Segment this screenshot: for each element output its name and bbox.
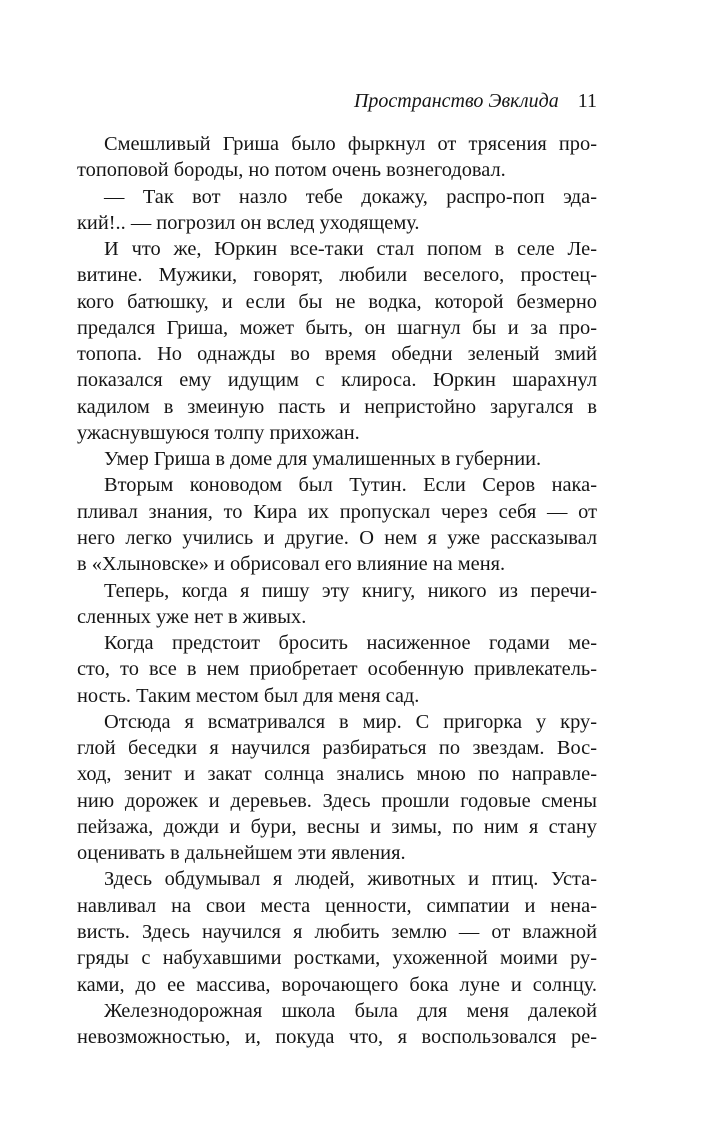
text-line: кий!.. — погрозил он вслед уходящему. [77, 211, 420, 234]
paragraph-first-line: И что же, Юркин все-таки стал попом в селе Ле- [104, 238, 597, 261]
text-line: нию дорожек и деревьев. Здесь прошли годовые смены [77, 789, 597, 812]
text-line: гряды с набухавшими ростками, ухоженной моими ру- [77, 947, 597, 970]
paragraph-first-line: Теперь, когда я пишу эту книгу, никого из перечи- [104, 579, 597, 602]
paragraph-first-line: Железнодорожная школа была для меня далекой [104, 999, 597, 1022]
text-line: ность. Таким местом был для меня сад. [77, 684, 420, 707]
text-line: ход, зенит и закат солнца знались мною по направле- [77, 763, 597, 786]
text-line: топоповой бороды, но потом очень вознегодовал. [77, 159, 506, 182]
text-line: предался Гриша, может быть, он шагнул бы и за про- [77, 316, 597, 339]
text-line: кадилом в змеиную пасть и непристойно заругался в [77, 395, 597, 418]
paragraph-first-line: Смешливый Гриша было фыркнул от трясения про- [104, 133, 597, 155]
paragraph-first-line: — Так вот назло тебе докажу, распро-поп эда- [104, 185, 597, 208]
text-line: кого батюшку, и если бы не водка, которой безмерно [77, 290, 597, 313]
running-title: Пространство Эвклида [353, 90, 559, 112]
paragraph-first-line: Здесь обдумывал я людей, животных и птиц. Уста- [104, 868, 597, 891]
text-line: показался ему идущим с клироса. Юркин шарахнул [77, 369, 597, 392]
text-line: глой беседки я научился разбираться по звездам. Вос- [77, 737, 597, 760]
running-head [354, 90, 597, 113]
paragraph-first-line: Отсюда я всматривался в мир. С пригорка у кру- [104, 710, 597, 733]
page-number: 11 [577, 90, 597, 112]
text-line: невозможностью, и, покуда что, я воспользовался ре- [77, 1026, 597, 1049]
text-line: оценивать в дальнейшем эти явления. [77, 842, 406, 865]
text-line: сто, то все в нем приобретает особенную привлекатель- [77, 658, 597, 681]
paragraph-first-line: Когда предстоит бросить насиженное годами ме- [104, 632, 597, 655]
body-text [77, 131, 597, 1050]
text-line: пливал знания, то Кира их пропускал через себя — от [77, 500, 597, 523]
text-line: витине. Мужики, говорят, любили веселого, простец- [77, 264, 597, 287]
text-line: пейзажа, дожди и бури, весны и зимы, по ним я стану [77, 815, 597, 838]
text-line: ужаснувшуюся толпу прихожан. [77, 421, 360, 444]
text-line: висть. Здесь научился я любить землю — от влажной [77, 920, 597, 943]
text-line: в «Хлыновске» и обрисовал его влияние на меня. [77, 553, 506, 576]
text-line: навливал на свои места ценности, симпатии и нена- [77, 894, 597, 917]
text-line: сленных уже нет в живых. [77, 605, 307, 628]
paragraph-first-line: Вторым коноводом был Тутин. Если Серов нака- [104, 474, 597, 497]
text-line: него легко учились и другие. О нем я уже рассказывал [77, 526, 597, 549]
text-line: ками, до ее массива, ворочающего бока луне и солнцу. [77, 973, 597, 996]
paragraph-first-line: Умер Гриша в доме для умалишенных в губернии. [104, 448, 542, 471]
text-line: топопа. Но однажды во время обедни зеленый змий [77, 343, 597, 366]
